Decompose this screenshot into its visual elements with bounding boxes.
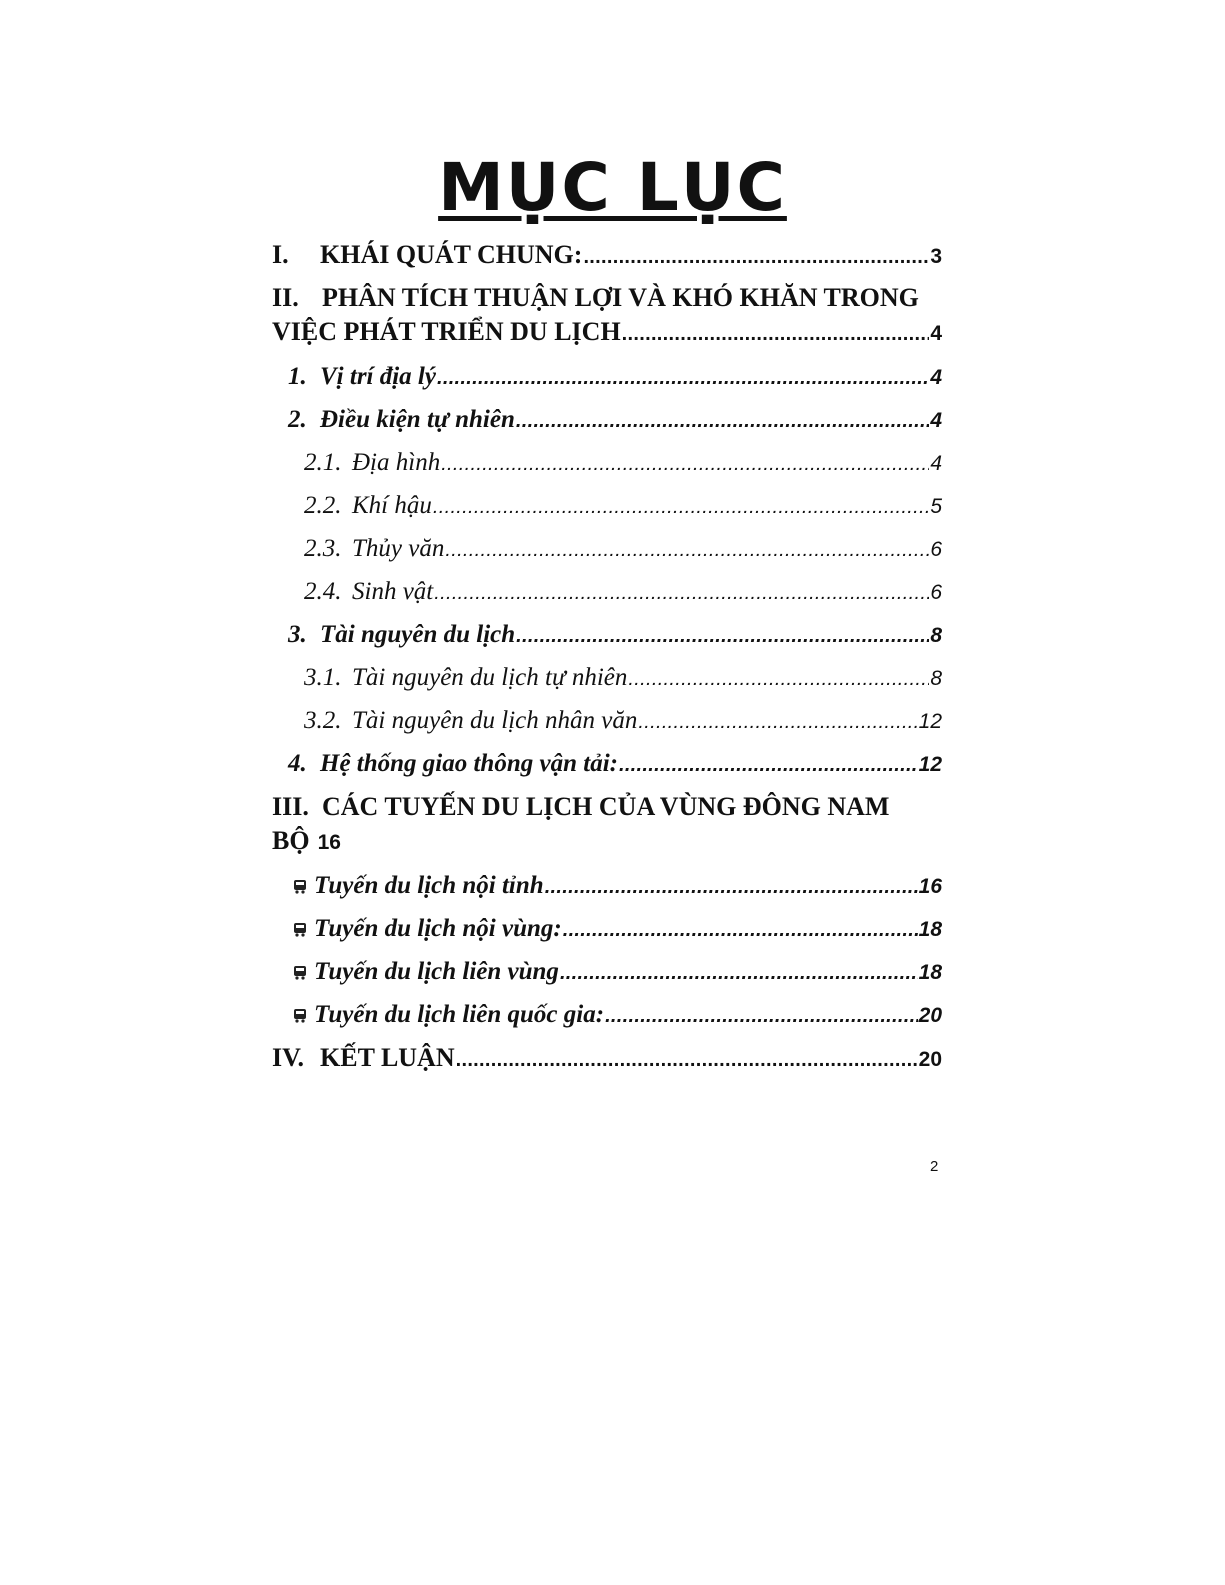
dot-leader bbox=[583, 240, 929, 274]
toc-entry-4[interactable] bbox=[272, 403, 942, 446]
toc-entry-text: Địa hình bbox=[352, 449, 441, 476]
dot-leader bbox=[563, 913, 918, 947]
page-number: 2 bbox=[930, 1158, 939, 1175]
dot-leader bbox=[441, 447, 929, 481]
toc-title bbox=[0, 148, 1225, 228]
toc-entry-16[interactable] bbox=[272, 955, 942, 998]
toc-entry-page: 5 bbox=[930, 495, 942, 518]
dot-leader bbox=[456, 1043, 918, 1077]
toc-entry-text: Hệ thống giao thông vận tải: bbox=[320, 750, 618, 777]
toc-entry-number: 2.2. bbox=[304, 492, 342, 519]
toc-entry-page: 4 bbox=[930, 452, 942, 475]
toc-entry-text-line1: CÁC TUYẾN DU LỊCH CỦA VÙNG ĐÔNG NAM bbox=[322, 792, 890, 821]
toc-entry-9[interactable] bbox=[272, 618, 942, 661]
dot-leader bbox=[628, 662, 929, 696]
toc-entry-text: Vị trí địa lý bbox=[320, 363, 436, 390]
toc-entry-text: KHÁI QUÁT CHUNG: bbox=[320, 240, 583, 269]
toc-entry-page: 4 bbox=[930, 322, 942, 345]
toc-entry-page: 18 bbox=[918, 918, 942, 941]
toc-title-text: MỤC LỤC bbox=[438, 149, 787, 226]
dot-leader bbox=[545, 870, 918, 904]
toc-entry-number: 2.4. bbox=[304, 578, 342, 605]
toc-entry-page: 8 bbox=[930, 667, 942, 690]
toc-entry-number: IV. bbox=[272, 1043, 305, 1072]
toc-entry-1[interactable] bbox=[272, 238, 942, 281]
dot-leader bbox=[638, 705, 917, 739]
toc-entry-12[interactable] bbox=[272, 747, 942, 790]
toc-entry-text: Tuyến du lịch liên quốc gia: bbox=[314, 1001, 605, 1028]
toc-entry-number: 1. bbox=[288, 363, 307, 390]
toc-entry-10[interactable] bbox=[272, 661, 942, 704]
toc-entry-text: Tài nguyên du lịch tự nhiên bbox=[352, 664, 628, 691]
toc-entry-page: 3 bbox=[930, 245, 942, 268]
toc-entry-number: 3. bbox=[288, 621, 307, 648]
toc-entry-text: Tuyến du lịch liên vùng bbox=[314, 958, 559, 985]
toc-entry-text-line2: VIỆC PHÁT TRIỂN DU LỊCH bbox=[272, 317, 621, 346]
toc-entry-14[interactable] bbox=[272, 869, 942, 912]
dot-leader bbox=[437, 361, 929, 395]
toc-entry-5[interactable] bbox=[272, 446, 942, 489]
toc-entry-number: 2. bbox=[288, 406, 307, 433]
bus-icon bbox=[292, 956, 314, 990]
toc-entry-number: 2.1. bbox=[304, 449, 342, 476]
dot-leader bbox=[619, 748, 918, 782]
toc-entry-15[interactable] bbox=[272, 912, 942, 955]
toc-entry-text-line1: PHÂN TÍCH THUẬN LỢI VÀ KHÓ KHĂN TRONG bbox=[322, 283, 919, 312]
toc-entry-text-line2: BỘ bbox=[272, 826, 310, 855]
dot-leader bbox=[560, 956, 918, 990]
toc-entry-6[interactable] bbox=[272, 489, 942, 532]
toc-entry-text: Điều kiện tự nhiên bbox=[320, 406, 515, 433]
toc-entry-number: 3.1. bbox=[304, 664, 342, 691]
toc-entry-number: I. bbox=[272, 240, 289, 269]
toc-entry-page: 16 bbox=[317, 831, 341, 854]
toc-entry-number: III. bbox=[272, 792, 309, 821]
toc-entry-13[interactable] bbox=[272, 790, 942, 869]
toc-entry-number: 3.2. bbox=[304, 707, 342, 734]
toc-entry-page: 12 bbox=[918, 710, 942, 733]
toc-entry-text: Thủy văn bbox=[352, 535, 445, 562]
toc-entry-text: Tài nguyên du lịch bbox=[320, 621, 516, 648]
toc-entry-text: Tài nguyên du lịch nhân văn bbox=[352, 707, 638, 734]
toc-entry-page: 4 bbox=[930, 366, 942, 389]
toc-entry-8[interactable] bbox=[272, 575, 942, 618]
toc-entry-page: 16 bbox=[918, 875, 942, 898]
table-of-contents bbox=[272, 238, 942, 1084]
dot-leader bbox=[445, 533, 929, 567]
toc-entry-page: 6 bbox=[930, 581, 942, 604]
toc-entry-number: II. bbox=[272, 283, 299, 312]
toc-entry-page: 18 bbox=[918, 961, 942, 984]
toc-entry-number: 2.3. bbox=[304, 535, 342, 562]
toc-entry-number: 4. bbox=[288, 750, 307, 777]
toc-entry-page: 20 bbox=[918, 1048, 942, 1071]
toc-entry-7[interactable] bbox=[272, 532, 942, 575]
toc-entry-text: Tuyến du lịch nội tỉnh bbox=[314, 872, 544, 899]
toc-entry-3[interactable] bbox=[272, 360, 942, 403]
bus-icon bbox=[292, 999, 314, 1033]
toc-entry-11[interactable] bbox=[272, 704, 942, 747]
bus-icon bbox=[292, 913, 314, 947]
toc-entry-page: 12 bbox=[918, 753, 942, 776]
dot-leader bbox=[516, 404, 929, 438]
dot-leader bbox=[516, 619, 929, 653]
toc-entry-page: 4 bbox=[930, 409, 942, 432]
dot-leader bbox=[605, 999, 918, 1033]
toc-entry-page: 20 bbox=[918, 1004, 942, 1027]
toc-entry-text: KẾT LUẬN bbox=[320, 1043, 455, 1072]
toc-entry-18[interactable] bbox=[272, 1041, 942, 1084]
toc-entry-text: Tuyến du lịch nội vùng: bbox=[314, 915, 562, 942]
toc-entry-text: Khí hậu bbox=[352, 492, 432, 519]
dot-leader bbox=[622, 317, 930, 351]
toc-entry-page: 6 bbox=[930, 538, 942, 561]
toc-entry-page: 8 bbox=[930, 624, 942, 647]
toc-entry-2[interactable] bbox=[272, 281, 942, 360]
dot-leader bbox=[434, 576, 929, 610]
toc-entry-17[interactable] bbox=[272, 998, 942, 1041]
toc-entry-text: Sinh vật bbox=[352, 578, 434, 605]
dot-leader bbox=[433, 490, 929, 524]
bus-icon bbox=[292, 870, 314, 904]
